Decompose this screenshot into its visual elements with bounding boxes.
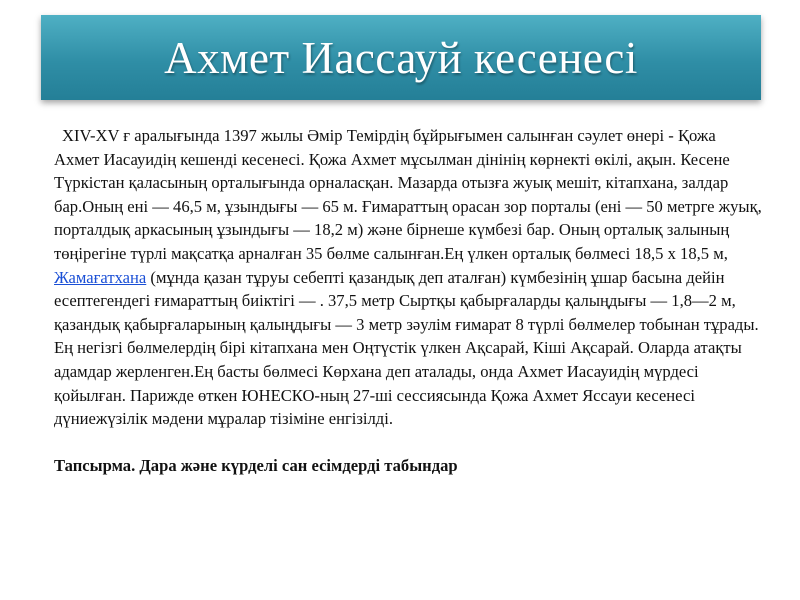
zhamagatkhana-link[interactable]: Жамағатхана bbox=[54, 267, 147, 287]
title-banner bbox=[41, 15, 761, 100]
slide-title: Ахмет Иассауй кесенесі bbox=[164, 32, 638, 83]
paragraph-text-part1: XIV-XV ғ аралығында 1397 жылы Әмір Темірдің бұйрығымен салынған сәулет өнері - Қожа Ахмет Иасауидің кешенді кесенесі. Қожа Ахмет мұсылман дінінің көрнекті өкілі, ақын. Кесене Түркістан қаласының орталығында орналасқан. Мазарда отызға жуық мешіт, кітапхана, залдар бар.Оның ені — 46,5 м, ұзындығы — 65 м. Ғимараттың орасан зор порталы (ені — 50 метрге жуық, порталдық аркасының ұзындығы — 18,2 м) және бірнеше күмбезі бар. Оның орталық залының төңірегіне түрлі мақсатқа арналған 35 бөлме салынған.Ең үлкен орталық бөлмесі 18,5 х 18,5 м, bbox=[54, 126, 762, 263]
task-text: Тапсырма. Дара және күрделі сан есімдерді табындар bbox=[54, 455, 458, 475]
main-paragraph bbox=[54, 124, 764, 431]
slide-body bbox=[54, 124, 764, 477]
paragraph-text-part2: (мұнда қазан тұруы себепті қазандық деп аталған) күмбезінің ұшар басына дейін есептегендегі ғимараттың биіктігі — . 37,5 метр Сыртқы қабырғаларды қалыңдығы — 1,8—2 м, қазандық қабырғаларының қалыңдығы — 3 метр зәулім ғимарат 8 түрлі бөлмелер тобынан тұрады. Ең негізгі бөлмелердің бірі кітапхана мен Оңтүстік үлкен Ақсарай, Кіші Ақсарай. Оларда атақты адамдар жерленген.Ең басты бөлмесі Көрхана деп аталады, онда Ахмет Иасауидің мүрдесі қойылған. Парижде өткен ЮНЕСКО-ның 27-ші сессиясында Қожа Ахмет Яссауи кесенесі дүниежүзілік мәдени мұралар тізіміне енгізілді. bbox=[54, 267, 759, 429]
